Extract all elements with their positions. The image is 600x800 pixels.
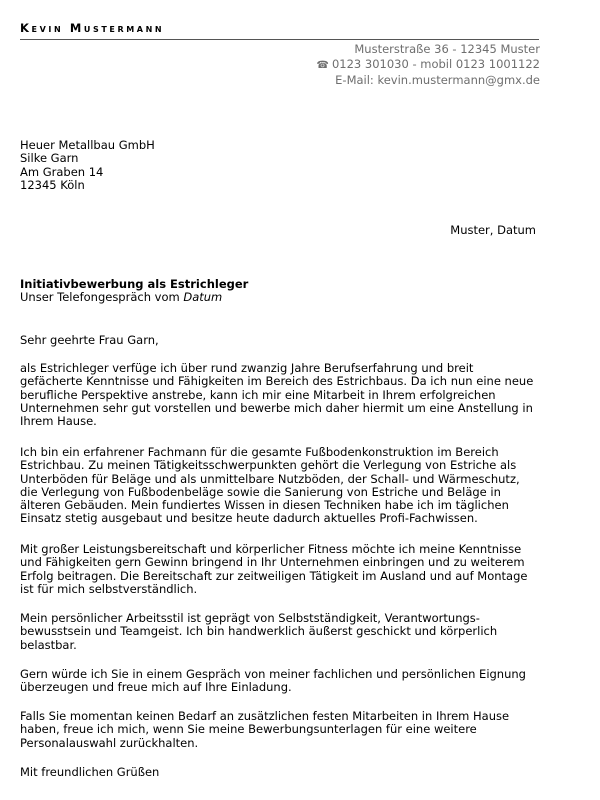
- paragraph-line: Mit großer Leistungsbereitschaft und körperlicher Fitness möchte ich meine Kenntnisse: [20, 542, 522, 556]
- paragraph-line: Einsatz stetig ausgebaut und besitze heute dadurch aktuelles Profi-Fachwissen.: [20, 511, 478, 526]
- paragraph-line: älteren Gebäuden. Mein fundiertes Wissen in diesen Techniken habe ich im täglichen: [20, 498, 509, 513]
- place-date: Muster, Datum: [450, 223, 536, 237]
- sender-contact-block: [317, 42, 540, 88]
- recipient-person: Silke Garn: [20, 151, 79, 166]
- paragraph-line: ist für mich selbstverständlich.: [20, 581, 198, 596]
- paragraph-line: überzeugen und freue mich auf Ihre Einladung.: [20, 680, 292, 695]
- paragraph-line: Unterböden für Beläge und als unmittelbare Nutzböden, der Schall- und Wärmeschutz,: [20, 471, 520, 486]
- sender-name-text: Kevin Mustermann: [20, 21, 165, 35]
- subject-reference-prefix: Unser Telefongespräch vom: [20, 290, 184, 305]
- paragraph-line: Gern würde ich Sie in einem Gespräch von meiner fachlichen und persönlichen Eignung: [20, 667, 526, 681]
- recipient-city: 12345 Köln: [20, 177, 85, 192]
- paragraph-line: Estrichbau. Zu meinen Tätigkeitsschwerpunkten gehört die Verlegung von Estriche als: [20, 458, 517, 473]
- paragraph-line: gefächerte Kenntnisse und Fähigkeiten im Bereich des Estrichbaus. Da ich nun eine neue: [20, 374, 534, 389]
- recipient-address-block: [20, 139, 155, 192]
- paragraph-line: Unternehmen sehr gut vorstellen und bewerbe mich daher hiermit um eine Anstellung in: [20, 400, 533, 415]
- paragraph-4: [20, 612, 545, 652]
- paragraph-line: Mein persönlicher Arbeitsstil ist geprägt von Selbstständigkeit, Verantwortungs-: [20, 611, 480, 625]
- sender-address: Musterstraße 36 - 12345 Muster: [354, 42, 540, 56]
- paragraph-line: Ich bin ein erfahrener Fachmann für die gesamte Fußbodenkonstruktion im Bereich: [20, 445, 499, 459]
- paragraph-line: die Verlegung von Fußbodenbeläge sowie die Sanierung von Estriche und Beläge in: [20, 484, 501, 499]
- paragraph-line: haben, freue ich mich, wenn Sie meine Bewerbungsunterlagen für eine weitere: [20, 722, 477, 737]
- sender-name: [20, 21, 164, 35]
- paragraph-2: [20, 446, 545, 526]
- header-divider: [20, 39, 539, 40]
- subject-block: [20, 278, 248, 305]
- paragraph-1: [20, 362, 545, 428]
- sender-phone-line: [317, 57, 540, 74]
- telephone-icon: ☎: [316, 59, 329, 71]
- paragraph-line: bewusstsein und Teamgeist. Ich bin handwerklich äußerst geschickt und körperlich: [20, 624, 498, 639]
- paragraph-line: berufliche Perspektive anstrebe, kann ich mir eine Mitarbeit in Ihrem erfolgreichen: [20, 387, 496, 402]
- sender-phone-text: 0123 301030 - mobil 0123 1001122: [331, 56, 540, 71]
- paragraph-line: Falls Sie momentan keinen Bedarf an zusätzlichen festen Mitarbeiten in Ihrem Hause: [20, 709, 510, 723]
- sender-email: E-Mail: kevin.mustermann@gmx.de: [335, 73, 540, 87]
- salutation: Sehr geehrte Frau Garn,: [20, 333, 159, 347]
- paragraph-line: belastbar.: [20, 637, 77, 652]
- paragraph-line: Personalauswahl zurückhalten.: [20, 735, 199, 750]
- paragraph-line: und Fähigkeiten gern Gewinn bringend in Ihr Unternehmen einbringen und zu weiterem: [20, 555, 525, 570]
- paragraph-line: Erfolg beitragen. Die Bereitschaft zur zeitweiligen Tätigkeit im Ausland und auf Montage: [20, 568, 528, 583]
- paragraph-line: Ihrem Hause.: [20, 414, 97, 429]
- closing: Mit freundlichen Grüßen: [20, 765, 160, 779]
- recipient-street: Am Graben 14: [20, 164, 104, 179]
- paragraph-6: [20, 710, 545, 750]
- paragraph-5: [20, 668, 545, 695]
- subject-title: Initiativbewerbung als Estrichleger: [20, 277, 249, 291]
- paragraph-line: als Estrichleger verfüge ich über rund zwanzig Jahre Berufserfahrung und breit: [20, 361, 474, 375]
- subject-reference: [20, 291, 248, 304]
- recipient-company: Heuer Metallbau GmbH: [20, 138, 155, 152]
- subject-reference-date: Datum: [183, 290, 223, 305]
- paragraph-3: [20, 543, 545, 596]
